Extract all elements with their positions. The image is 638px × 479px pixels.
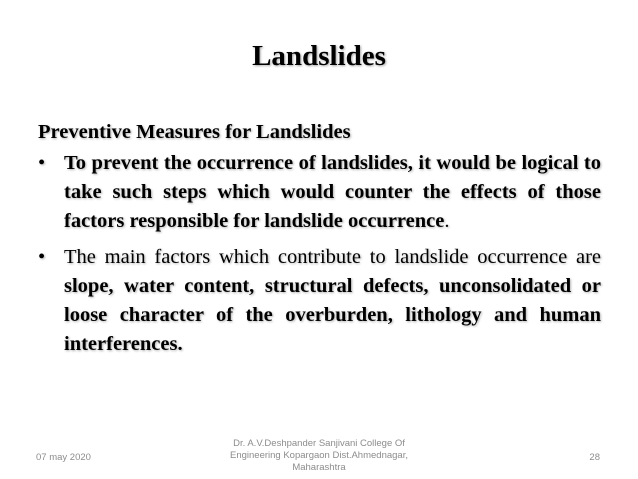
footer-author: [200, 438, 438, 474]
slide-title: Landslides: [252, 40, 386, 72]
bullet-list: [38, 149, 601, 359]
bullet-item: [38, 149, 601, 236]
bullet-item: [38, 243, 601, 359]
subheading: Preventive Measures for Landslides: [38, 121, 351, 143]
bullet-text: The main factors which contribute to landslide occurrence are: [64, 246, 601, 268]
bullet-icon: •: [38, 152, 46, 174]
footer-date: 07 may 2020: [36, 452, 91, 463]
footer-page-number: 28: [589, 452, 600, 463]
footer-author-line: Maharashtra: [292, 462, 346, 473]
footer-author-line: Engineering Kopargaon Dist.Ahmednagar,: [230, 450, 408, 461]
bullet-text-bold: To prevent the occurrence of landslides, it would be logical to take such steps which would counter the effects of those factors responsible for landslide occurrence: [64, 152, 601, 232]
slide-content: [38, 118, 601, 366]
footer-author-line: Dr. A.V.Deshpander Sanjivani College Of: [233, 438, 405, 449]
bullet-text: .: [444, 210, 450, 232]
bullet-text-bold: slope, water content, structural defects, unconsolidated or loose character of the overburden, lithology and human interferences.: [64, 275, 601, 355]
bullet-icon: •: [38, 246, 46, 268]
